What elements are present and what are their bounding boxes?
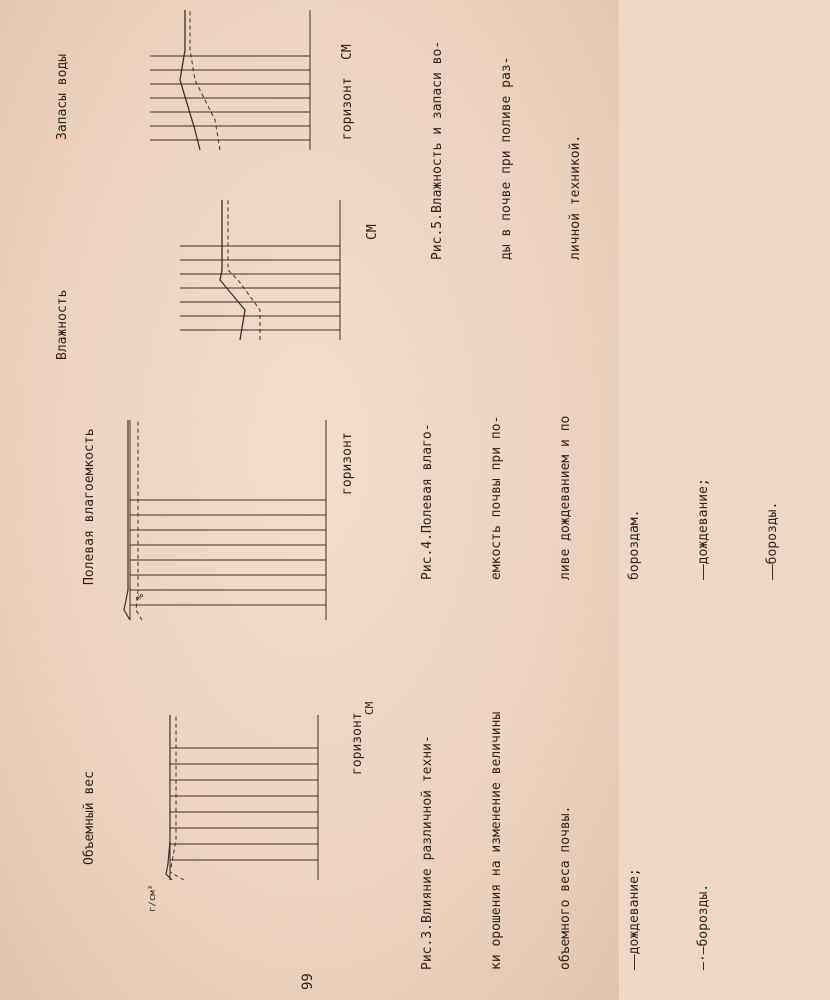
fig5a-x-unit: СМ — [365, 224, 380, 240]
fig4-caption-line: Рис.4.Полевая влаго- — [420, 423, 435, 580]
fig5b-x-unit: СМ — [340, 44, 355, 60]
fig5b-gridlines — [150, 10, 310, 150]
fig3-caption — [370, 712, 761, 970]
fig4-caption-line: емкость почвы при по- — [489, 415, 504, 580]
fig3-caption-line: объемного веса почвы. — [558, 805, 573, 970]
fig5a-series-sprinkler — [220, 200, 245, 340]
fig3-x-unit: СМ — [363, 701, 376, 715]
fig3-x-label: горизонт — [350, 712, 365, 775]
fig4-caption — [370, 416, 830, 580]
fig4-series-sprinkler — [124, 420, 130, 620]
fig3-series-sprinkler — [166, 715, 172, 880]
fig3-title: Объемный вес — [82, 771, 97, 865]
fig5a-chart — [110, 190, 370, 370]
fig5b-x-label: горизонт — [340, 77, 355, 140]
fig3-series-furrow — [170, 715, 184, 880]
fig3-caption-line: ——дождевание; — [627, 868, 642, 970]
fig3-caption-line: Рис.3.Влияние различной техни- — [420, 735, 435, 970]
fig4-chart — [110, 400, 370, 660]
fig3-caption-line: ки орошения на изменение величины — [489, 711, 504, 970]
fig4-caption-line: ——дождевание; — [696, 478, 711, 580]
fig4-y-marker: % — [135, 593, 146, 600]
fig3-y-marker: г/см³ — [148, 884, 158, 912]
fig5b-series-sprinkler — [180, 10, 200, 150]
fig4-caption-line: бороздам. — [627, 509, 642, 580]
fig4-gridlines — [130, 420, 326, 620]
fig5-caption-line: ды в почве при поливе раз- — [499, 56, 514, 260]
page-number: 99 — [300, 973, 316, 990]
fig3-gridlines — [170, 715, 318, 880]
fig4-x-label: горизонт — [340, 432, 355, 495]
fig3-caption-line: —·—борозды. — [696, 883, 711, 970]
fig5b-chart — [80, 0, 380, 170]
fig4-caption-line: ливе дождеванием и по — [558, 415, 573, 580]
fig5-caption — [380, 41, 633, 260]
fig5b-title: Запасы воды — [55, 53, 70, 140]
fig4-caption-line: ——борозды. — [765, 501, 780, 580]
fig4-title: Полевая влагоемкость — [82, 428, 97, 585]
fig5a-title: Влажность — [55, 289, 70, 360]
fig5-caption-line: Рис.5.Влажность и запаси во- — [430, 40, 445, 260]
fig5-caption-line: личной техникой. — [568, 134, 583, 260]
